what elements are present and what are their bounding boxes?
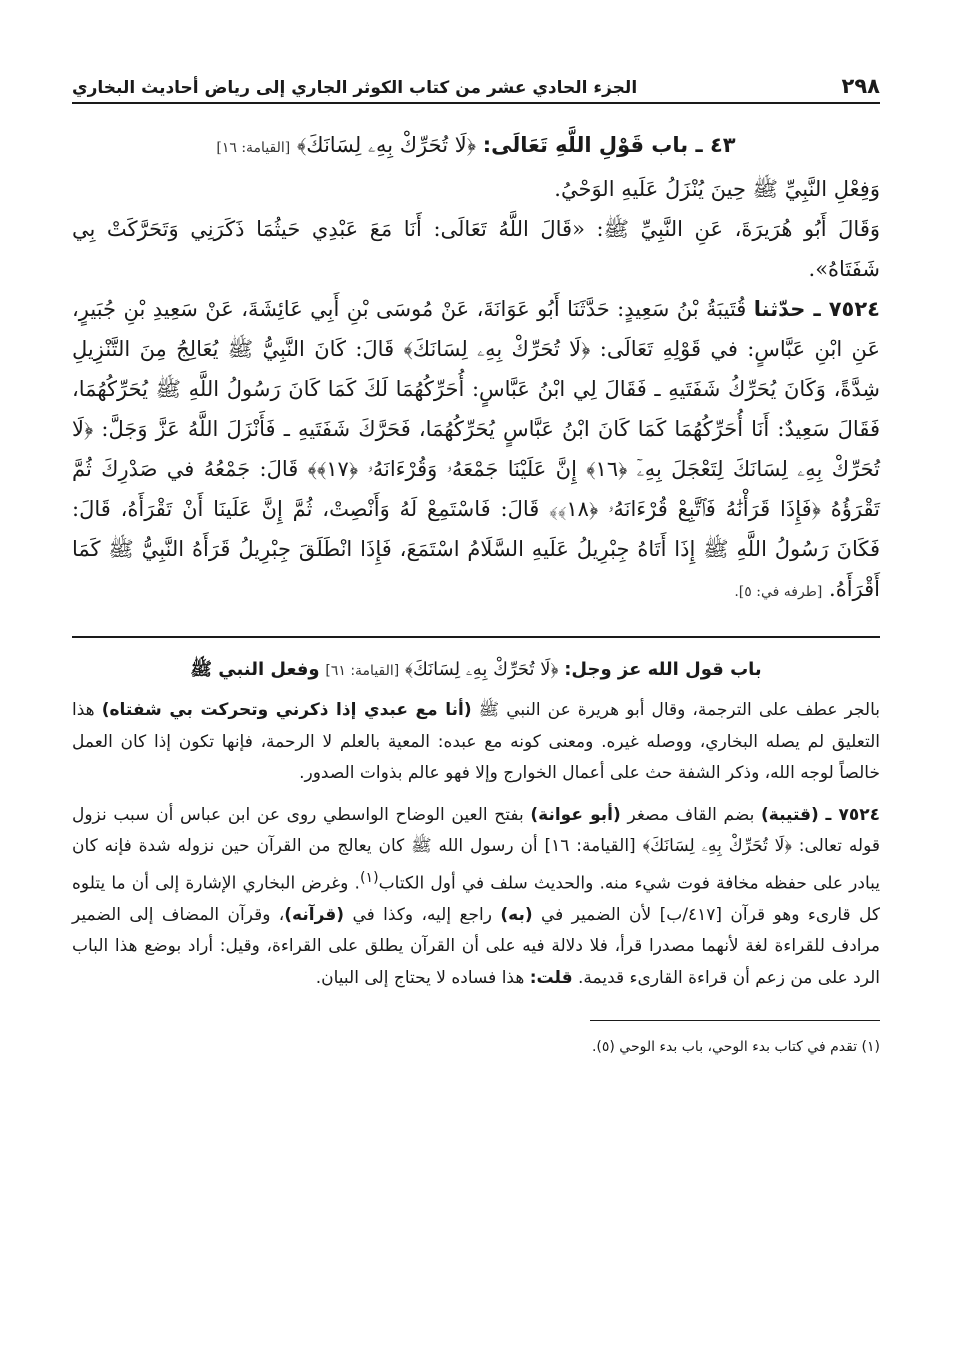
commentary-text: بالجر عطف على الترجمة، وقال أبو هريرة عن النبي ﷺ <box>478 700 881 720</box>
chapter-verse-ref: [القيامة: ١٦] <box>216 140 291 156</box>
commentary-text: راجع إليه، وكذا في <box>352 904 492 925</box>
commentary-term: (أبو عوانة) <box>530 804 621 825</box>
commentary-text: . وغرض البخاري الإشارة إلى أن ما يتلوه كل قارىء وهو قرآن [٤١٧/ب] لأن الضمير في <box>72 873 880 925</box>
chapter-line2: وَفِعْلِ النَّبِيِّ ﷺ حِينَ يُنْزَلُ عَلَيهِ الوَحْيُ. <box>554 177 880 201</box>
commentary-heading-suffix: وفعل النبي ﷺ <box>190 659 320 680</box>
commentary-text: بضم القاف مصغر <box>627 804 755 825</box>
chapter-heading <box>72 124 880 169</box>
hadith-intro: وَقَالَ أَبُو هُرَيرَةَ، عَنِ النَّبِيِّ ﷺ: «قَالَ اللَّهُ تَعَالَى: أَنَا مَعَ عَبْدِي حَيثُمَا ذَكَرَنِي وَتَحَرَّكَتْ بِي شَفَتَاهُ». <box>72 217 880 281</box>
commentary-paragraph-2 <box>72 800 880 995</box>
commentary-paragraph-1 <box>72 695 880 790</box>
commentary-heading <box>72 652 880 689</box>
commentary-verse: ﴿لَا تُحَرِّكْ بِهِۦ لِسَانَكَ﴾ <box>642 836 792 856</box>
hadith-text: قُتَيبَةُ بْنُ سَعِيدٍ: حَدَّثَنَا أَبُو عَوَانَةَ، عَنْ مُوسَى بْنِ أَبِي عَائِشَةَ، عَنْ سَعِيدِ بْنِ جُبَيرٍ، عَنِ ابْنِ عَبَّاسٍ: في قَوْلِهِ تَعَالَى: ﴿لَا تُحَرِّكْ بِهِۦ لِسَانَكَ﴾ قَالَ: كَانَ النَّبِيُّ ﷺ يُعَالِجُ مِنَ التَّنْزِيلِ شِدَّةً، وَكَانَ يُحَرِّكُ شَفَتَيهِ ـ فَقَالَ لِي ابْنُ عَبَّاسٍ: أُحَرِّكُهُمَا لَكَ كَمَا كَانَ رَسُولُ اللَّهِ ﷺ يُحَرِّكُهُمَا، فَقَالَ سَعِيدٌ: أَنَا أُحَرِّكُهُمَا كَمَا كَانَ ابْنُ عَبَّاسٍ يُحَرِّكُهُمَا، فَحَرَّكَ شَفَتَيهِ ـ فَأَنْزَلَ اللَّهُ عَزَّ وَجَلَّ: ﴿لَا تُحَرِّكْ بِهِۦ لِسَانَكَ لِتَعْجَلَ بِهِۦٓ ﴿١٦﴾ إِنَّ عَلَيْنَا جَمْعَهُۥ وَقُرْءَانَهُۥ ﴿١٧﴾﴾ قَالَ: جَمْعُهُ في صَدْرِكَ ثُمَّ تَقْرَؤُهُ ﴿فَإِذَا قَرَأْنَٰهُ فَٱتَّبِعْ قُرْءَانَهُۥ ﴿١٨﴾﴾ قَالَ: فَاسْتَمِعْ لَهُ وَأَنْصِتْ، ثُمَّ إِنَّ عَلَينَا أَنْ تَقْرَأَهُ، قَالَ: فَكَانَ رَسُولُ اللَّهِ ﷺ إِذَا أَتَاهُ جِبْرِيلُ عَلَيهِ السَّلَامُ اسْتَمَعَ، فَإِذَا انْطَلَقَ جِبْرِيلُ قَرَأَهُ النَّبِيُّ ﷺ كَمَا أَقْرَأَهُ. <box>72 297 880 601</box>
footnote-marker[interactable]: (١) <box>359 869 379 886</box>
hadith-number: ٧٥٢٤ ـ حدّثنا <box>753 297 880 321</box>
page-number: ٢٩٨ <box>841 74 880 98</box>
chapter-number-label: ٤٣ ـ باب قَوْلِ اللَّهِ تَعَالَى: <box>482 133 736 157</box>
hadith-ref: [طرفه في: ٥]. <box>734 584 823 600</box>
commentary-term: قلت: <box>529 967 573 988</box>
commentary-heading-ref: [القيامة: ٦١] <box>325 663 400 679</box>
book-page <box>72 58 880 1059</box>
commentary-text: هذا التعليق لم يصله البخاري، ووصله غيره. ومعنى كونه مع عبده: المعية بالعلم لا الرحمة، فإنها تكون إذا كان العمل خالصاً لوجه الله، وذكر الشفة حث على أعمال الخوارج وإلا فهو عالم بذوات الصدور. <box>72 700 880 783</box>
commentary-quote: (أنا مع عبدي إذا ذكرني وتحركت بي شفتاه) <box>101 700 472 720</box>
page-header <box>72 58 880 104</box>
hadith-body <box>72 289 880 612</box>
commentary-text: هذا فساده لا يحتاج إلى البيان. <box>315 967 525 988</box>
commentary-heading-prefix: باب قول الله عز وجل: <box>564 659 762 680</box>
running-title: الجزء الحادي عشر من كتاب الكوثر الجاري إلى رياض أحاديث البخاري <box>72 78 638 98</box>
commentary-term: (به) <box>500 904 533 925</box>
commentary-term: (قرآنه) <box>284 904 345 925</box>
chapter-verse: ﴿لَا تُحَرِّكْ بِهِۦ لِسَانَكَ﴾ <box>296 133 476 157</box>
commentary-text: بفتح العين الوضاح الواسطي روى عن ابن عباس أن سبب نزول قوله تعالى: <box>72 804 881 856</box>
commentary-text: [القيامة: ١٦] أن رسول الله ﷺ كان يعالج من القرآن حين نزوله شدة فإنه كان يبادر على حفظه مخافة فوت شيء منه. والحديث سلف في أول الكتاب <box>72 836 880 894</box>
commentary-heading-verse: ﴿لَا تُحَرِّكْ بِهِۦ لِسَانَكَ﴾ <box>404 659 559 680</box>
hadith-section <box>72 124 880 612</box>
section-divider <box>72 636 880 638</box>
commentary-hadith-number: ٧٥٢٤ ـ <box>825 804 880 825</box>
commentary-text: ، وقرآن المضاف إلى الضمير مرادف للقراءة لغة لأنهما مصدرا قرأ، فلا دلالة فيه على أن القرآن يطلق على القراءة، وقيل: أراد بوضع هذا الباب الرد على من زعم أن قراءة القارىء قديمة. <box>72 904 880 988</box>
commentary-term: (قتيبة) <box>761 804 819 825</box>
footnote-rule <box>590 1020 880 1021</box>
commentary-section <box>72 652 880 994</box>
footnote: (١) تقدم في كتاب بدء الوحي، باب بدء الوحي (٥). <box>591 1039 880 1056</box>
